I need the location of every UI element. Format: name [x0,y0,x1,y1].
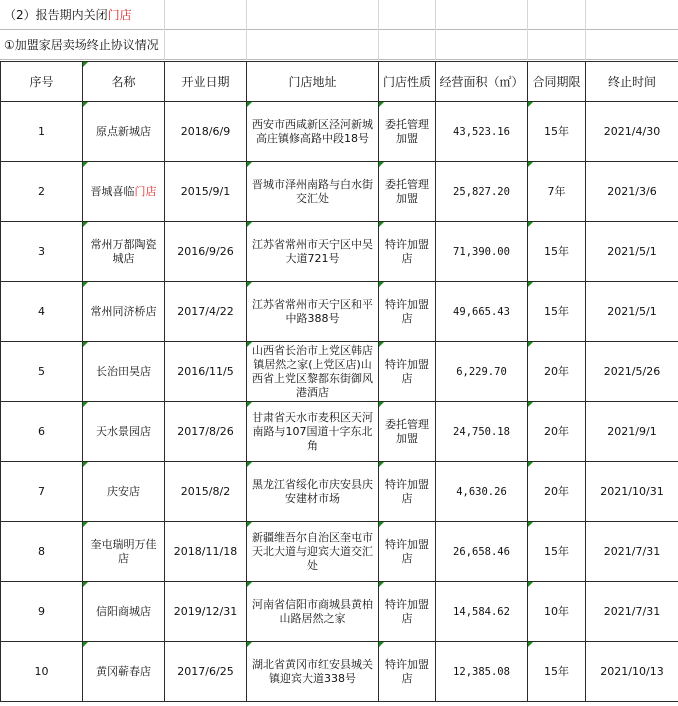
cell-type[interactable]: 委托管理加盟 [379,162,436,222]
store-name-text: 原点新城店 [96,124,151,138]
grid-line [246,0,247,60]
grid-line [527,0,528,60]
store-name-text: 奎屯瑞明万佳店 [90,537,157,565]
cell-name[interactable] [83,162,165,222]
subsection-title [0,30,678,60]
cell-name[interactable] [83,462,165,522]
store-name-text: 常州同济桥店 [90,304,157,318]
cell-name[interactable] [83,222,165,282]
cell-open-date[interactable]: 2019/12/31 [165,582,247,642]
cell-name[interactable] [83,642,165,702]
cell-type[interactable]: 特许加盟店 [379,282,436,342]
cell-type[interactable]: 特许加盟店 [379,582,436,642]
section-title-text: （2）报告期内关闭 [4,8,108,22]
table-row [1,642,678,702]
cell-name[interactable] [83,342,165,402]
closed-stores-table [0,61,678,702]
cell-no[interactable]: 2 [1,162,83,222]
cell-area[interactable]: 49,665.43 [436,282,528,342]
cell-end-date[interactable]: 2021/7/31 [586,582,678,642]
cell-no[interactable]: 5 [1,342,83,402]
store-name-text: 信阳商城店 [96,604,151,618]
cell-address[interactable]: 河南省信阳市商城县黄柏山路居然之家 [247,582,379,642]
section-title-highlight: 门店 [107,8,132,22]
header-cell-term[interactable]: 合同期限 [528,62,586,102]
store-name-text: 天水景园店 [96,424,151,438]
cell-type[interactable]: 特许加盟店 [379,342,436,402]
table-row [1,462,678,522]
cell-address[interactable]: 江苏省常州市天宁区和平中路388号 [247,282,379,342]
header-cell-open-date[interactable]: 开业日期 [165,62,247,102]
cell-open-date[interactable]: 2016/9/26 [165,222,247,282]
cell-address[interactable]: 新疆维吾尔自治区奎屯市天北大道与迎宾大道交汇处 [247,522,379,582]
table-row [1,102,678,162]
store-name-highlight: 门店 [134,184,157,198]
cell-open-date[interactable]: 2016/11/5 [165,342,247,402]
store-name-text: 长治田昊店 [96,364,151,378]
cell-address[interactable]: 甘肃省天水市麦积区天河南路与107国道十字东北角 [247,402,379,462]
cell-open-date[interactable]: 2017/4/22 [165,282,247,342]
cell-open-date[interactable]: 2015/9/1 [165,162,247,222]
cell-term[interactable]: 10年 [528,582,586,642]
cell-type[interactable]: 特许加盟店 [379,222,436,282]
cell-open-date[interactable]: 2018/6/9 [165,102,247,162]
header-row [1,62,678,102]
subsection-title-text: ①加盟家居卖场终止协议情况 [4,38,159,52]
cell-end-date[interactable]: 2021/7/31 [586,522,678,582]
cell-area[interactable]: 43,523.16 [436,102,528,162]
cell-name[interactable] [83,582,165,642]
cell-name[interactable] [83,522,165,582]
cell-end-date[interactable]: 2021/4/30 [586,102,678,162]
cell-term[interactable]: 15年 [528,642,586,702]
table-row [1,582,678,642]
grid-line [378,0,379,60]
cell-address[interactable]: 西安市西咸新区泾河新城高庄镇修高路中段18号 [247,102,379,162]
grid-line [585,0,586,60]
cell-area[interactable]: 12,385.08 [436,642,528,702]
cell-area[interactable]: 26,658.46 [436,522,528,582]
cell-term[interactable]: 20年 [528,402,586,462]
cell-end-date[interactable]: 2021/5/1 [586,222,678,282]
cell-name[interactable] [83,402,165,462]
table-row [1,162,678,222]
cell-type[interactable]: 委托管理加盟 [379,102,436,162]
table-body [1,102,678,702]
cell-name[interactable] [83,102,165,162]
cell-term[interactable]: 20年 [528,462,586,522]
cell-term[interactable]: 15年 [528,522,586,582]
cell-area[interactable]: 25,827.20 [436,162,528,222]
store-name-text: 庆安店 [107,484,140,498]
table-row [1,282,678,342]
grid-line [164,0,165,60]
header-cell-end-date[interactable]: 终止时间 [586,62,678,102]
cell-area[interactable]: 6,229.70 [436,342,528,402]
cell-term[interactable]: 15年 [528,102,586,162]
table-row [1,402,678,462]
store-name-text: 常州万都陶瓷城店 [90,237,157,265]
cell-end-date[interactable]: 2021/5/26 [586,342,678,402]
cell-area[interactable]: 4,630.26 [436,462,528,522]
header-cell-no[interactable]: 序号 [1,62,83,102]
cell-no[interactable]: 10 [1,642,83,702]
cell-no[interactable]: 4 [1,282,83,342]
store-name-text: 晋城喜临 [90,184,135,198]
cell-term[interactable]: 20年 [528,342,586,402]
cell-no[interactable]: 8 [1,522,83,582]
header-cell-address[interactable]: 门店地址 [247,62,379,102]
cell-area[interactable]: 71,390.00 [436,222,528,282]
header-cell-type[interactable]: 门店性质 [379,62,436,102]
cell-term[interactable]: 7年 [528,162,586,222]
cell-address[interactable]: 山西省长治市上党区韩店镇居然之家(上党区店)山西省上党区黎都东街御风港酒店 [247,342,379,402]
cell-type[interactable]: 特许加盟店 [379,642,436,702]
table-row [1,222,678,282]
cell-no[interactable]: 7 [1,462,83,522]
cell-address[interactable]: 湖北省黄冈市红安县城关镇迎宾大道338号 [247,642,379,702]
cell-no[interactable]: 6 [1,402,83,462]
cell-open-date[interactable]: 2017/8/26 [165,402,247,462]
section-title [0,0,678,30]
cell-end-date[interactable]: 2021/9/1 [586,402,678,462]
cell-end-date[interactable]: 2021/10/13 [586,642,678,702]
cell-address[interactable]: 黑龙江省绥化市庆安县庆安建材市场 [247,462,379,522]
cell-term[interactable]: 15年 [528,282,586,342]
cell-address[interactable]: 晋城市泽州南路与白水街交汇处 [247,162,379,222]
table-row [1,342,678,402]
cell-no[interactable]: 1 [1,102,83,162]
header-cell-name[interactable]: 名称 [83,62,165,102]
cell-area[interactable]: 24,750.18 [436,402,528,462]
cell-end-date[interactable]: 2021/5/1 [586,282,678,342]
cell-end-date[interactable]: 2021/10/31 [586,462,678,522]
cell-no[interactable]: 9 [1,582,83,642]
cell-end-date[interactable]: 2021/3/6 [586,162,678,222]
cell-type[interactable]: 特许加盟店 [379,462,436,522]
cell-name[interactable] [83,282,165,342]
grid-line [435,0,436,60]
cell-area[interactable]: 14,584.62 [436,582,528,642]
table-row [1,522,678,582]
cell-type[interactable]: 特许加盟店 [379,522,436,582]
cell-open-date[interactable]: 2015/8/2 [165,462,247,522]
cell-open-date[interactable]: 2017/6/25 [165,642,247,702]
header-cell-area[interactable]: 经营面积（㎡） [436,62,528,102]
cell-open-date[interactable]: 2018/11/18 [165,522,247,582]
cell-term[interactable]: 15年 [528,222,586,282]
cell-address[interactable]: 江苏省常州市天宁区中吴大道721号 [247,222,379,282]
cell-no[interactable]: 3 [1,222,83,282]
cell-type[interactable]: 委托管理加盟 [379,402,436,462]
store-name-text: 黄冈蕲春店 [96,664,151,678]
